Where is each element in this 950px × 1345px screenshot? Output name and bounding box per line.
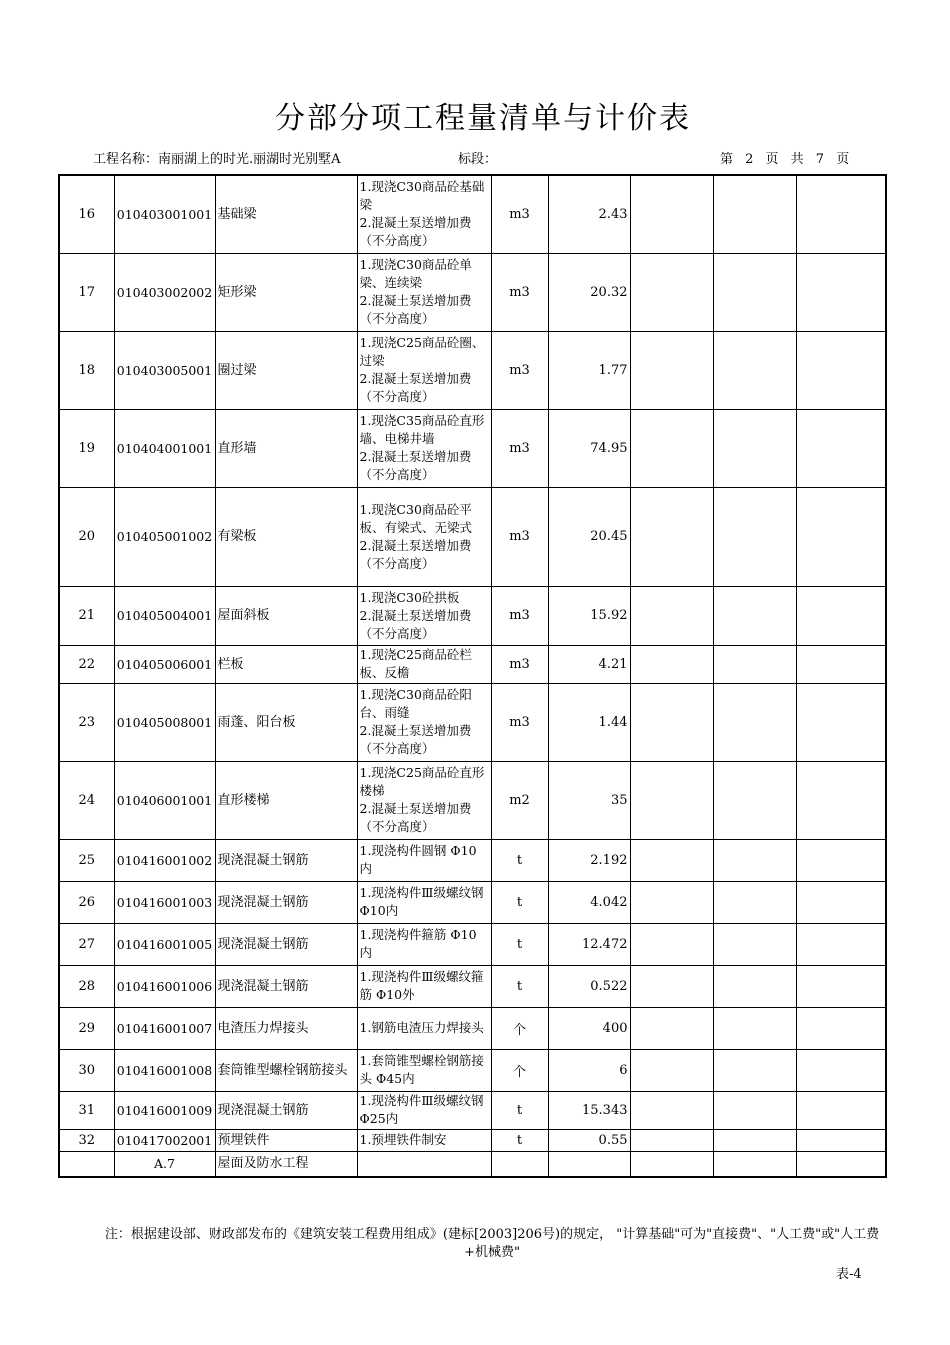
table-row — [59, 839, 886, 881]
empty-price-cell — [796, 1007, 886, 1049]
item-code: 010416001009 — [114, 1091, 215, 1129]
empty-price-cell — [796, 409, 886, 487]
empty-price-cell — [630, 645, 713, 683]
table-row — [59, 175, 886, 253]
empty-price-cell — [713, 839, 796, 881]
empty-price-cell — [796, 586, 886, 645]
table-row — [59, 253, 886, 331]
bill-of-quantities-table — [58, 174, 887, 1178]
item-quantity: 20.32 — [548, 253, 630, 331]
page-indicator: 第 2 页 共 7 页 — [720, 152, 850, 167]
item-number: 20 — [59, 487, 114, 586]
empty-price-cell — [630, 761, 713, 839]
item-quantity: 1.44 — [548, 683, 630, 761]
item-name: 直形楼梯 — [215, 761, 357, 839]
empty-price-cell — [713, 881, 796, 923]
item-unit: t — [491, 881, 548, 923]
item-unit: t — [491, 839, 548, 881]
empty-price-cell — [796, 175, 886, 253]
empty-price-cell — [630, 1129, 713, 1151]
table-row — [59, 645, 886, 683]
empty-price-cell — [630, 331, 713, 409]
empty-price-cell — [713, 761, 796, 839]
item-quantity: 2.43 — [548, 175, 630, 253]
item-code: 010416001002 — [114, 839, 215, 881]
section-label: 标段： — [458, 152, 498, 167]
item-number: 24 — [59, 761, 114, 839]
empty-price-cell — [630, 409, 713, 487]
table-row — [59, 881, 886, 923]
item-code: 010416001007 — [114, 1007, 215, 1049]
empty-price-cell — [630, 175, 713, 253]
item-description: 1.现浇构件Ⅲ级螺纹钢 Φ25内 — [357, 1091, 491, 1129]
item-code: 010405008001 — [114, 683, 215, 761]
item-name: 直形墙 — [215, 409, 357, 487]
item-quantity: 35 — [548, 761, 630, 839]
item-code: 010403001001 — [114, 175, 215, 253]
table-row — [59, 923, 886, 965]
item-code: 010416001008 — [114, 1049, 215, 1091]
item-description: 1.现浇构件圆钢 Φ10内 — [357, 839, 491, 881]
item-name: 雨蓬、阳台板 — [215, 683, 357, 761]
item-number: 18 — [59, 331, 114, 409]
item-unit: m3 — [491, 175, 548, 253]
item-quantity: 74.95 — [548, 409, 630, 487]
item-number: 28 — [59, 965, 114, 1007]
table-row — [59, 487, 886, 586]
item-number: 23 — [59, 683, 114, 761]
empty-price-cell — [713, 1151, 796, 1177]
item-description: 1.套筒锥型螺栓钢筋接头 Φ45内 — [357, 1049, 491, 1091]
item-unit: m3 — [491, 253, 548, 331]
item-code: 010405004001 — [114, 586, 215, 645]
table-row — [59, 1049, 886, 1091]
item-unit: m3 — [491, 586, 548, 645]
empty-price-cell — [713, 253, 796, 331]
item-description: 1.现浇C35商品砼直形墙、电梯井墙 2.混凝土泵送增加费（不分高度） — [357, 409, 491, 487]
item-unit: t — [491, 923, 548, 965]
item-description: 1.现浇构件Ⅲ级螺纹钢 Φ10内 — [357, 881, 491, 923]
table-row — [59, 409, 886, 487]
project-name: 工程名称：南丽湖上的时光.丽湖时光别墅A — [93, 152, 341, 167]
empty-price-cell — [713, 645, 796, 683]
item-description: 1.现浇C30商品砼基础梁 2.混凝土泵送增加费（不分高度） — [357, 175, 491, 253]
empty-price-cell — [796, 645, 886, 683]
item-quantity: 12.472 — [548, 923, 630, 965]
item-name: 矩形梁 — [215, 253, 357, 331]
empty-price-cell — [630, 1091, 713, 1129]
item-quantity: 4.042 — [548, 881, 630, 923]
empty-price-cell — [796, 923, 886, 965]
item-description: 1.现浇C30商品砼单梁、连续梁 2.混凝土泵送增加费（不分高度） — [357, 253, 491, 331]
item-name: 现浇混凝土钢筋 — [215, 1091, 357, 1129]
empty-price-cell — [630, 1007, 713, 1049]
item-number: 22 — [59, 645, 114, 683]
empty-price-cell — [713, 409, 796, 487]
item-code: 010416001003 — [114, 881, 215, 923]
item-name: 有梁板 — [215, 487, 357, 586]
item-description: 1.现浇构件箍筋 Φ10内 — [357, 923, 491, 965]
table-row — [59, 965, 886, 1007]
empty-price-cell — [713, 487, 796, 586]
item-quantity: 0.55 — [548, 1129, 630, 1151]
page-title: 分部分项工程量清单与计价表 — [275, 101, 691, 136]
item-quantity: 4.21 — [548, 645, 630, 683]
item-description: 1.预埋铁件制安 — [357, 1129, 491, 1151]
item-unit: 个 — [491, 1007, 548, 1049]
item-number: 31 — [59, 1091, 114, 1129]
item-number: 19 — [59, 409, 114, 487]
item-description: 1.现浇C25商品砼直形楼梯 2.混凝土泵送增加费（不分高度） — [357, 761, 491, 839]
footer-note: 注：根据建设部、财政部发布的《建筑安装工程费用组成》(建标[2003]206号)的规定， "计算基础"可为"直接费"、"人工费"或"人工费+机械费" — [104, 1227, 880, 1260]
item-name: 圈过梁 — [215, 331, 357, 409]
item-code: 010403005001 — [114, 331, 215, 409]
item-code: 010404001001 — [114, 409, 215, 487]
item-unit: m2 — [491, 761, 548, 839]
item-unit: t — [491, 1091, 548, 1129]
table-row — [59, 1007, 886, 1049]
item-number: 32 — [59, 1129, 114, 1151]
empty-price-cell — [713, 1007, 796, 1049]
item-unit: m3 — [491, 645, 548, 683]
item-unit: m3 — [491, 487, 548, 586]
item-number: 27 — [59, 923, 114, 965]
item-code: 010406001001 — [114, 761, 215, 839]
empty-price-cell — [713, 586, 796, 645]
empty-price-cell — [796, 1129, 886, 1151]
table-number: 表-4 — [836, 1267, 862, 1282]
item-description: 1.现浇C30砼拱板 2.混凝土泵送增加费（不分高度） — [357, 586, 491, 645]
item-name: 预埋铁件 — [215, 1129, 357, 1151]
item-quantity: 1.77 — [548, 331, 630, 409]
empty-price-cell — [630, 1151, 713, 1177]
table-row — [59, 1151, 886, 1177]
item-number: 29 — [59, 1007, 114, 1049]
empty-price-cell — [630, 881, 713, 923]
item-code: 010416001005 — [114, 923, 215, 965]
item-unit: m3 — [491, 409, 548, 487]
item-name: 现浇混凝土钢筋 — [215, 839, 357, 881]
item-quantity: 15.92 — [548, 586, 630, 645]
item-quantity: 0.522 — [548, 965, 630, 1007]
item-code: 010405006001 — [114, 645, 215, 683]
table-row — [59, 1091, 886, 1129]
empty-price-cell — [630, 1049, 713, 1091]
empty-price-cell — [796, 253, 886, 331]
item-quantity: 20.45 — [548, 487, 630, 586]
item-unit: t — [491, 1129, 548, 1151]
item-number: 30 — [59, 1049, 114, 1091]
item-quantity: 400 — [548, 1007, 630, 1049]
item-code: 010405001002 — [114, 487, 215, 586]
empty-price-cell — [796, 1049, 886, 1091]
item-number — [59, 1151, 114, 1177]
item-unit: m3 — [491, 331, 548, 409]
item-description: 1.现浇C30商品砼阳台、雨缝 2.混凝土泵送增加费（不分高度） — [357, 683, 491, 761]
item-quantity: 15.343 — [548, 1091, 630, 1129]
item-number: 16 — [59, 175, 114, 253]
empty-price-cell — [630, 683, 713, 761]
empty-price-cell — [630, 253, 713, 331]
item-name: 现浇混凝土钢筋 — [215, 965, 357, 1007]
empty-price-cell — [630, 586, 713, 645]
item-description — [357, 1151, 491, 1177]
empty-price-cell — [630, 839, 713, 881]
item-description: 1.现浇构件Ⅲ级螺纹箍筋 Φ10外 — [357, 965, 491, 1007]
empty-price-cell — [713, 923, 796, 965]
empty-price-cell — [796, 965, 886, 1007]
table-row — [59, 331, 886, 409]
empty-price-cell — [796, 487, 886, 586]
item-unit: 个 — [491, 1049, 548, 1091]
item-name: 屋面及防水工程 — [215, 1151, 357, 1177]
item-name: 屋面斜板 — [215, 586, 357, 645]
item-code: 010416001006 — [114, 965, 215, 1007]
item-description: 1.现浇C25商品砼圈、过梁 2.混凝土泵送增加费（不分高度） — [357, 331, 491, 409]
item-number: 25 — [59, 839, 114, 881]
item-quantity: 2.192 — [548, 839, 630, 881]
empty-price-cell — [630, 923, 713, 965]
item-code: 010403002002 — [114, 253, 215, 331]
table-row — [59, 761, 886, 839]
item-description: 1.钢筋电渣压力焊接头 — [357, 1007, 491, 1049]
table-row — [59, 586, 886, 645]
item-number: 21 — [59, 586, 114, 645]
empty-price-cell — [713, 1129, 796, 1151]
empty-price-cell — [713, 175, 796, 253]
empty-price-cell — [796, 761, 886, 839]
empty-price-cell — [630, 965, 713, 1007]
empty-price-cell — [713, 331, 796, 409]
table-row — [59, 683, 886, 761]
empty-price-cell — [796, 1091, 886, 1129]
item-name: 基础梁 — [215, 175, 357, 253]
table-row — [59, 1129, 886, 1151]
item-quantity: 6 — [548, 1049, 630, 1091]
empty-price-cell — [713, 683, 796, 761]
empty-price-cell — [713, 1091, 796, 1129]
item-name: 现浇混凝土钢筋 — [215, 881, 357, 923]
item-unit: m3 — [491, 683, 548, 761]
empty-price-cell — [796, 839, 886, 881]
item-name: 现浇混凝土钢筋 — [215, 923, 357, 965]
item-name: 栏板 — [215, 645, 357, 683]
item-name: 电渣压力焊接头 — [215, 1007, 357, 1049]
item-code: A.7 — [114, 1151, 215, 1177]
item-number: 17 — [59, 253, 114, 331]
item-quantity — [548, 1151, 630, 1177]
item-description: 1.现浇C25商品砼栏板、反檐 — [357, 645, 491, 683]
item-name: 套筒锥型螺栓钢筋接头 — [215, 1049, 357, 1091]
empty-price-cell — [796, 683, 886, 761]
empty-price-cell — [796, 881, 886, 923]
item-code: 010417002001 — [114, 1129, 215, 1151]
empty-price-cell — [713, 1049, 796, 1091]
item-unit: t — [491, 965, 548, 1007]
item-description: 1.现浇C30商品砼平板、有梁式、无梁式 2.混凝土泵送增加费（不分高度） — [357, 487, 491, 586]
item-unit — [491, 1151, 548, 1177]
item-number: 26 — [59, 881, 114, 923]
empty-price-cell — [796, 331, 886, 409]
empty-price-cell — [630, 487, 713, 586]
empty-price-cell — [796, 1151, 886, 1177]
empty-price-cell — [713, 965, 796, 1007]
